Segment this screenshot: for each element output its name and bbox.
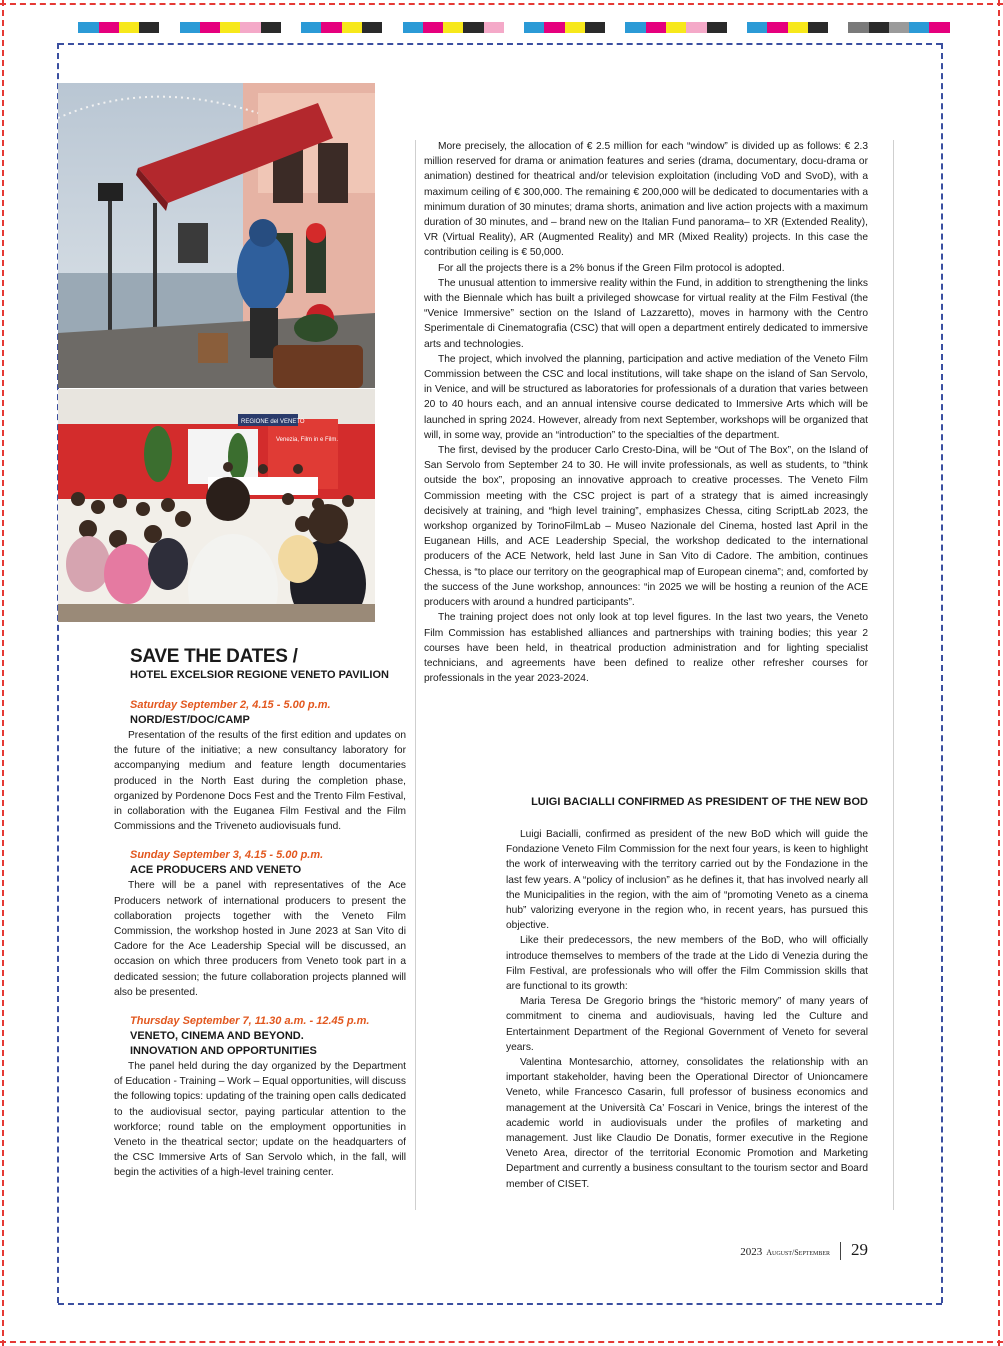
- event-date: Saturday September 2, 4.15 - 5.00 p.m.: [130, 699, 331, 711]
- article-paragraph: More precisely, the allocation of € 2.5 million for each “window” is divided up as follows: € 2.3 million reserved for drama or animation features and series (drama, documentary, docu-drama or animation) destined for theatrical and/or television exploitation (including VoD and SvoD), with a maximum ceiling of € 300,000. The remaining € 200,000 will be dedicated to documentaries with a minimum duration of 30 minutes; drama shorts, animation and live action projects with a maximum duration of 30 minutes, and – brand new on the Italian Fund panorama– to XR (Extended Reality), VR (Virtual Reality), AR (Augmented Reality) and MR (Mixed Reality) projects. In this case the contribution ceiling is € 50,000.: [424, 141, 868, 259]
- color-swatch: [119, 22, 139, 33]
- bod-paragraph: Valentina Montesarchio, attorney, consolidates the relationship with an important stakeholder, having been the Operational Director of Unioncamere Veneto, while Francesco Casarin, full professor of business economics and management at the Università Ca’ Foscari in Venice, brings the interest of the academic world in audiovisuals under the profiles of marketing and management. Just like Claudio De Donatis, former executive in the Regione Veneto Area, director of the territorial Economic Promotion and Marketing Department and currently a business consultant to the tourism sector and Board member of CISET.: [506, 1057, 868, 1190]
- event-title: NORD/EST/DOC/CAMP: [130, 714, 250, 726]
- pavilion-panel-photo: [58, 389, 375, 622]
- film-set-photo: [58, 83, 375, 388]
- color-registration-bar: [58, 22, 950, 33]
- color-swatch: [301, 22, 321, 33]
- color-swatch: [707, 22, 727, 33]
- color-swatch: [889, 22, 909, 33]
- color-swatch: [565, 22, 585, 33]
- color-swatch: [362, 22, 382, 33]
- event-description: Presentation of the results of the first edition and updates on the future of the initiative; a new consultancy laboratory for accompanying medium and feature length documentaries produced in the North East during the completion phase, organized by Pordenone Docs Fest and the Trento Film Festival, in collaboration with the Euganea Film Festival and the Film Commissions and the Triveneto audiovisuals fund.: [114, 730, 406, 833]
- bod-paragraph: Like their predecessors, the new members of the BoD, who will officially introduce themselves to members of the trade at the Lido di Venezia during the Film Festival, are professionals who will offer the Film Commission skills that are functional to its growth:: [506, 935, 868, 993]
- page-number: 29: [851, 1240, 868, 1259]
- crop-mark-top: [0, 3, 1003, 5]
- color-swatch: [727, 22, 747, 33]
- color-swatch: [78, 22, 98, 33]
- color-swatch: [504, 22, 524, 33]
- article-paragraph: The first, devised by the producer Carlo Cresto-Dina, will be “Out of The Box”, on the Island of San Servolo from September 24 to 30. He will invite professionals, as well as students, to “think outside the box”, proposing an innovative approach to creative processes. The Veneto Film Commission meeting with the CSC project is part of a strategy that is aimed increasingly decisively at training, and “high level training”, emphasizes Chessa, citing ScriptLab 2023, the workshop organized by TorinoFilmLab – Museo Nazionale del Cinema, hosted last April in the Euganean Hills, and ACE Leadership Special, the workshop dedicated to the international producers of the ACE Network, held last June in San Vito di Cadore. The ambition, continues Chessa, is “to place our territory on the geographical map of European cinema”; and, comforted by the success of the June workshop, announces: “in 2025 we will be hosting a reunion of the ACE producers with around a hundred participants”.: [424, 445, 868, 609]
- event-title-line2: INNOVATION AND OPPORTUNITIES: [130, 1045, 317, 1058]
- color-swatch: [403, 22, 423, 33]
- color-swatch: [382, 22, 402, 33]
- bod-article-text: [506, 827, 868, 1192]
- color-swatch: [524, 22, 544, 33]
- color-swatch: [646, 22, 666, 33]
- color-swatch: [788, 22, 808, 33]
- bod-paragraph: Luigi Bacialli, confirmed as president of the new BoD which will guide the Fondazione Veneto Film Commission for the next four years, is keen to highlight the work of interweaving with the territory carried out by the Fondazione in the last few years. A “policy of inclusion” as he defines it, that has involved nearly all the Municipalities in the region, with the aim of “promoting Veneto as a cinema hub” valorizing everyone in the region who, in recent years, has pursued this objective.: [506, 829, 868, 932]
- color-swatch: [625, 22, 645, 33]
- color-swatch: [443, 22, 463, 33]
- article-paragraph: The project, which involved the planning, participation and active mediation of the Veneto Film Commission between the CSC and local institutions, will take shape on the island of San Servolo, in Venice, and will be structured as laboratories for professionals of a duration that varies between 20 to 40 hours each, and an annual intensive course dedicated to Immersive Arts which will be launched in spring 2024. However, already from next September, workshops will be organized that will, in some way, provide an “introduction” to the specialties of the department.: [424, 353, 868, 441]
- color-swatch: [585, 22, 605, 33]
- footer-separator: [840, 1242, 841, 1260]
- color-swatch: [666, 22, 686, 33]
- event-description: There will be a panel with representatives of the Ace Producers network of international producers to present the collaboration projects together with the Veneto Film Commission, the workshop hosted in June 2023 at San Vito di Cadore for the Ace Leadership Special will be discussed, an occasion on which three producers from Veneto took part in a dedicated session; the future collaboration projects planned will also be presented.: [114, 880, 406, 998]
- frame-top: [58, 43, 942, 45]
- pavilion-sign-text: Venezia, Film in e Film.: [276, 437, 339, 443]
- color-swatch: [869, 22, 889, 33]
- color-swatch: [848, 22, 868, 33]
- save-dates-subtitle: HOTEL EXCELSIOR REGIONE VENETO PAVILION: [130, 669, 389, 681]
- color-swatch: [261, 22, 281, 33]
- event-date: Sunday September 3, 4.15 - 5.00 p.m.: [130, 849, 324, 862]
- color-swatch: [828, 22, 848, 33]
- color-swatch: [747, 22, 767, 33]
- color-swatch: [767, 22, 787, 33]
- color-swatch: [544, 22, 564, 33]
- color-swatch: [484, 22, 504, 33]
- main-article-text: [424, 139, 868, 686]
- article-paragraph: The training project does not only look at top level figures. In the last two years, the Veneto Film Commission has established alliances and partnerships with training bodies; this year 2 courses have been held, in theatrical production administration and for lighting specialist technicians, and agreements have been defined to realize other refresher courses for professionals in the year 2023-2024.: [424, 612, 868, 685]
- color-swatch: [463, 22, 483, 33]
- color-swatch: [240, 22, 260, 33]
- frame-right: [941, 43, 943, 1303]
- events-list: [114, 698, 406, 1181]
- color-swatch: [321, 22, 341, 33]
- crop-mark-bottom: [0, 1341, 1003, 1343]
- event-date: Thursday September 7, 11.30 a.m. - 12.45 p.m.: [130, 1015, 370, 1028]
- frame-bottom: [58, 1303, 942, 1305]
- color-swatch: [808, 22, 828, 33]
- bod-heading: LUIGI BACIALLI CONFIRMED AS PRESIDENT OF THE NEW BOD: [531, 796, 868, 808]
- article-paragraph: For all the projects there is a 2% bonus if the Green Film protocol is adopted.: [438, 262, 785, 274]
- color-swatch: [929, 22, 949, 33]
- right-margin-rule: [893, 140, 894, 1210]
- color-swatch: [139, 22, 159, 33]
- column-divider: [415, 140, 416, 1210]
- color-swatch: [58, 22, 78, 33]
- color-swatch: [220, 22, 240, 33]
- save-dates-title: SAVE THE DATES /: [130, 646, 298, 667]
- color-swatch: [605, 22, 625, 33]
- article-paragraph: The unusual attention to immersive reality within the Fund, in addition to strengthening the links with the Biennale which has built a privileged showcase for virtual reality at the Film Festival (the “Venice Immersive” section on the Island of Lazzaretto), moves in harmony with the Centro Sperimentale di Cinematografia (CSC) that will open a department entirely dedicated to immersive arts and technologies.: [424, 277, 868, 350]
- event-description: The panel held during the day organized by the Department of Education - Training – Work – Equal opportunities, will discuss the following topics: updating of the training open calls dedicated to the audiovisual sector, paying particular attention to the workforce; round table on the employment opportunities in Veneto in the theatrical sector; update on the headquarters of the CSC Immersive Arts of San Servolo which, in the fall, will begin the activities of a high-level training center.: [114, 1061, 406, 1179]
- crop-mark-left: [2, 0, 4, 1346]
- save-the-dates-header: [130, 646, 408, 683]
- footer-year: 2023: [740, 1246, 763, 1258]
- regione-sign-text: REGIONE del VENETO: [241, 419, 305, 425]
- crop-mark-right: [998, 0, 1000, 1346]
- color-swatch: [342, 22, 362, 33]
- color-swatch: [423, 22, 443, 33]
- event-title: ACE PRODUCERS AND VENETO: [130, 864, 302, 877]
- color-swatch: [99, 22, 119, 33]
- color-swatch: [200, 22, 220, 33]
- color-swatch: [686, 22, 706, 33]
- bod-paragraph: Maria Teresa De Gregorio brings the “historic memory” of many years of commitment to cinema and audiovisuals, having led the Culture and Entertainment Department of the Regional Government of Veneto for several years.: [506, 996, 868, 1053]
- color-swatch: [909, 22, 929, 33]
- color-swatch: [180, 22, 200, 33]
- page-footer: [700, 1240, 868, 1262]
- color-swatch: [159, 22, 179, 33]
- color-swatch: [281, 22, 301, 33]
- event-title: VENETO, CINEMA AND BEYOND.: [130, 1030, 304, 1043]
- footer-issue: August/September: [766, 1248, 830, 1257]
